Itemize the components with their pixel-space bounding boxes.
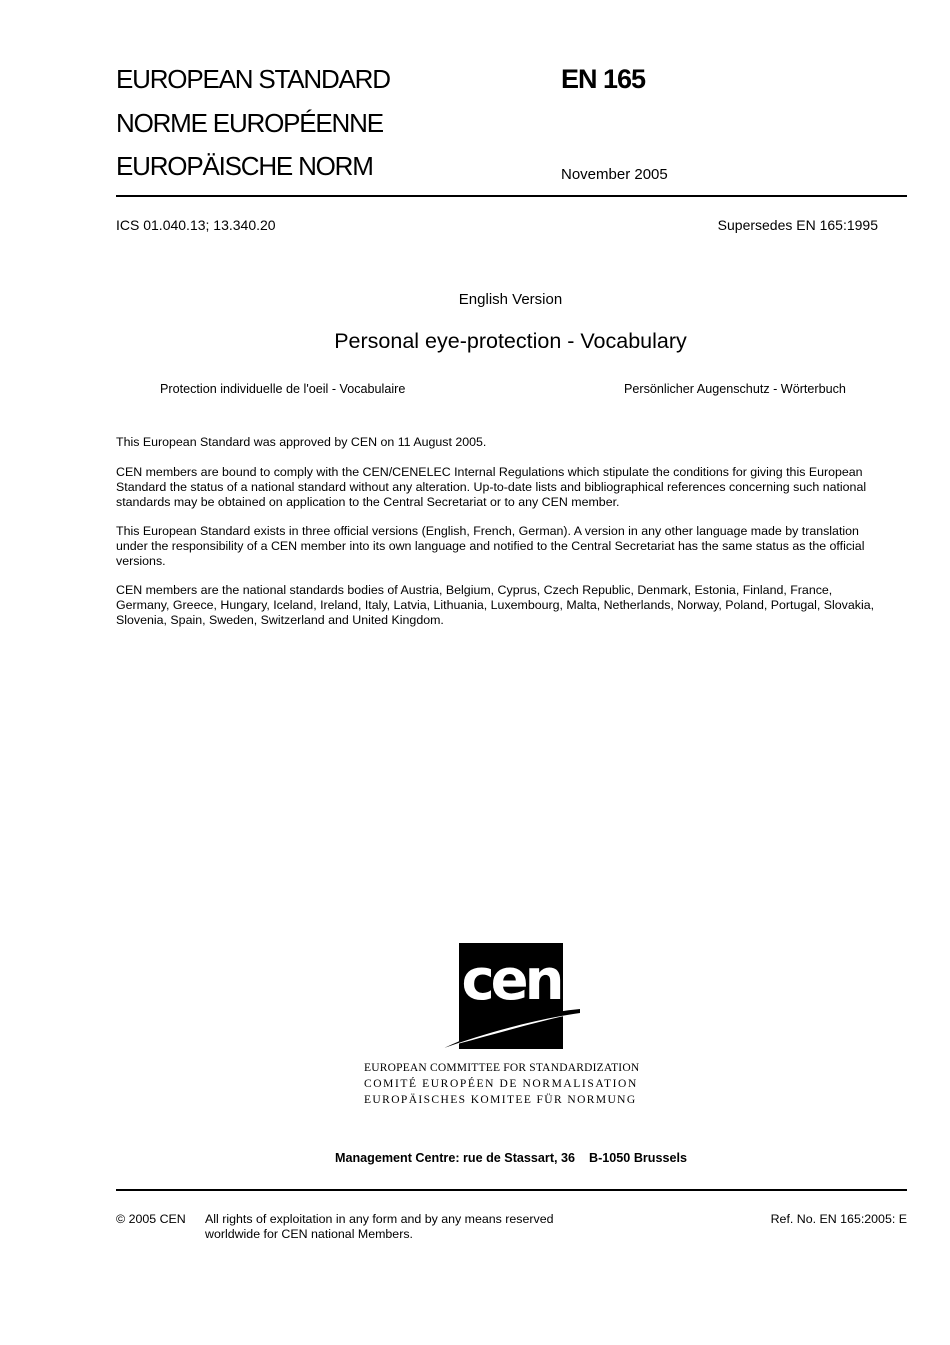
supersedes-note: Supersedes EN 165:1995 [717,217,878,233]
approval-paragraph [116,435,911,450]
paragraph-line: under the responsibility of a CEN member into its own language and notified to the Central Secretariat has the same status as the official [116,539,865,553]
cen-logo [444,943,584,1051]
publication-date: November 2005 [561,166,668,183]
paragraph-line: Standard the status of a national standard without any alteration. Up-to-date lists and bibliographical references concerning such national [116,480,867,494]
paragraph-line: standards may be obtained on application to the Central Secretariat or to any CEN member. [116,495,620,509]
national-bodies-paragraph [116,583,911,628]
paragraph-line: Germany, Greece, Hungary, Iceland, Ireland, Italy, Latvia, Lithuania, Luxembourg, Malta, Netherlands, Norway, Poland, Portugal, Slovakia, [116,598,875,612]
paragraph-line: Slovenia, Spain, Sweden, Switzerland and United Kingdom. [116,613,444,627]
rights-line: All rights of exploitation in any form and by any means reserved [205,1212,554,1226]
rights-line: worldwide for CEN national Members. [205,1227,413,1241]
version-label: English Version [458,291,563,308]
committee-name-de: EUROPÄISCHES KOMITEE FÜR NORMUNG [364,1094,637,1106]
paragraph-line: CEN members are the national standards bodies of Austria, Belgium, Cyprus, Czech Republic, Denmark, Estonia, Finland, France, [116,583,833,597]
header-divider [116,195,907,197]
committee-name-fr: COMITÉ EUROPÉEN DE NORMALISATION [364,1078,638,1090]
standard-title-de: EUROPÄISCHE NORM [116,151,373,181]
members-bound-paragraph [116,465,911,510]
cen-logo-text: cen [461,948,561,1013]
footer-divider [116,1189,907,1191]
paragraph-line: This European Standard exists in three official versions (English, French, German). A version in any other language made by translation [116,524,859,538]
document-title: Personal eye-protection - Vocabulary [334,329,687,353]
ics-codes: ICS 01.040.13; 13.340.20 [116,217,276,233]
approval-line: This European Standard was approved by CEN on 11 August 2005. [116,435,487,449]
standard-title-fr: NORME EUROPÉENNE [116,108,383,138]
french-title: Protection individuelle de l'oeil - Vocabulaire [160,382,406,396]
german-title: Persönlicher Augenschutz - Wörterbuch [624,382,846,396]
rights-statement [205,1212,554,1242]
reference-number: Ref. No. EN 165:2005: E [770,1212,907,1226]
management-centre: Management Centre: rue de Stassart, 36 B-1050 Brussels [334,1151,688,1165]
paragraph-line: versions. [116,554,166,568]
standard-title-en: EUROPEAN STANDARD [116,64,390,94]
versions-paragraph [116,524,911,569]
copyright: © 2005 CEN [116,1212,186,1226]
paragraph-line: CEN members are bound to comply with the CEN/CENELEC Internal Regulations which stipulate the conditions for giving this European [116,465,863,479]
standard-number: EN 165 [561,64,646,94]
committee-name-en: EUROPEAN COMMITTEE FOR STANDARDIZATION [364,1062,640,1074]
